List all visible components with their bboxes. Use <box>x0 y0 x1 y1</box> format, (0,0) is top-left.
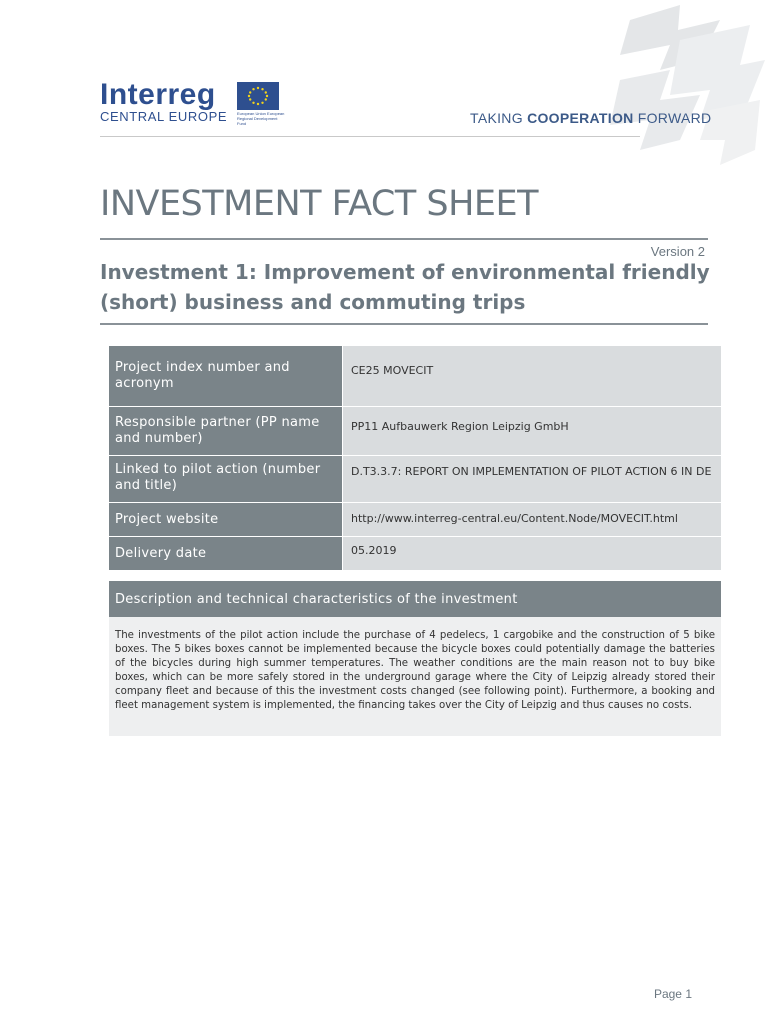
table-row <box>109 502 721 536</box>
logo-wordmark: Interreg <box>100 78 216 111</box>
tagline <box>470 110 711 126</box>
table-row <box>109 406 721 455</box>
tagline-bold: COOPERATION <box>527 110 634 126</box>
tagline-post: FORWARD <box>633 110 712 126</box>
facts-table <box>109 346 721 571</box>
description-body: The investments of the pilot action include the purchase of 4 pedelecs, 1 cargobike and the construction of 5 bike boxes. The 5 bikes boxes cannot be implemented because the bicycle boxes could potentially damage the batteries of the bicycles during high summer temperatures. The weather conditions are the main reason not to buy bike boxes, which can be more safely stored in the underground garage where the City of Leipzig already stored their company fleet and because of this the investment costs changed (see following point). Furthermore, a booking and fleet management system is implemented, the financing takes over the City of Leipzig and thus causes no costs. <box>115 630 715 711</box>
fact-value: PP11 Aufbauwerk Region Leipzig GmbH <box>343 406 722 455</box>
eu-fund-text: European Union European Regional Development Fund <box>237 111 285 126</box>
fact-link[interactable]: http://www.interreg-central.eu/Content.Node/MOVECIT.html <box>343 502 722 536</box>
fact-value: CE25 MOVECIT <box>343 346 722 406</box>
page-number: Page 1 <box>653 987 692 1001</box>
fact-label: Responsible partner (PP name and number) <box>109 406 343 455</box>
logo-subtitle: CENTRAL EUROPE <box>100 109 228 124</box>
version-label: Version 2 <box>650 244 705 259</box>
fact-label: Delivery date <box>109 536 343 570</box>
fact-value: 05.2019 <box>343 536 722 570</box>
eu-flag-icon <box>237 82 279 110</box>
investment-title: Investment 1: Improvement of environmental friendly (short) business and commuting trips <box>100 260 710 314</box>
table-row <box>109 455 721 502</box>
investment-title-divider <box>100 323 708 325</box>
table-row <box>109 346 721 406</box>
interreg-logo <box>100 78 285 126</box>
document-title: INVESTMENT FACT SHEET <box>100 184 538 224</box>
fact-label: Project index number and acronym <box>109 346 343 406</box>
fact-label: Project website <box>109 502 343 536</box>
description-heading: Description and technical characteristics of the investment <box>109 581 721 617</box>
table-row <box>109 536 721 570</box>
tagline-pre: TAKING <box>470 110 528 126</box>
header-divider <box>100 136 640 137</box>
title-divider <box>100 238 708 240</box>
description-box <box>109 581 721 736</box>
fact-label: Linked to pilot action (number and title) <box>109 455 343 502</box>
fact-value: D.T3.3.7: REPORT ON IMPLEMENTATION OF PILOT ACTION 6 IN DE <box>343 455 722 502</box>
decorative-arrows-graphic <box>560 0 770 170</box>
